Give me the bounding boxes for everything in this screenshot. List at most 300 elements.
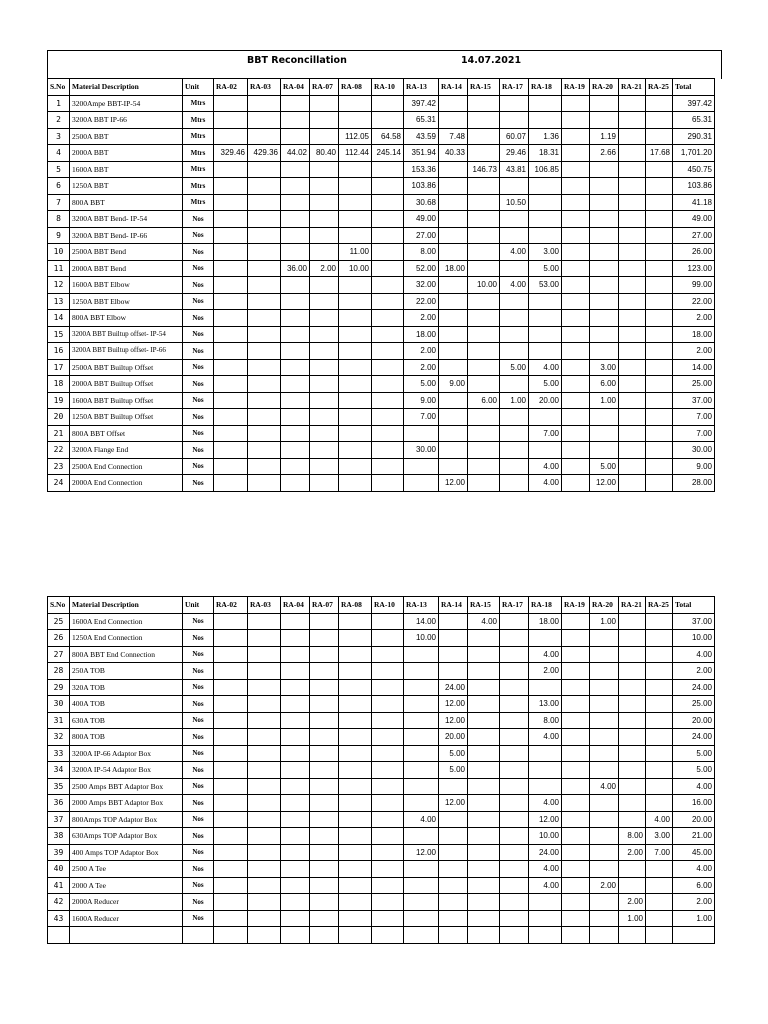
value-cell <box>372 927 404 944</box>
value-cell <box>500 613 529 630</box>
value-cell <box>500 696 529 713</box>
unit-cell: Nos <box>183 646 214 663</box>
value-cell <box>646 376 673 393</box>
value-cell <box>439 244 468 261</box>
value-cell <box>619 359 646 376</box>
value-cell <box>372 646 404 663</box>
serial-number-cell: 7 <box>48 194 70 211</box>
unit-cell: Nos <box>183 442 214 459</box>
value-cell <box>619 795 646 812</box>
reconciliation-table-2 <box>47 596 715 944</box>
value-cell <box>619 227 646 244</box>
value-cell <box>214 927 248 944</box>
value-cell <box>646 894 673 911</box>
table-row <box>48 811 715 828</box>
table-row <box>48 679 715 696</box>
value-cell: 8.00 <box>404 244 439 261</box>
value-cell <box>372 310 404 327</box>
table-row <box>48 194 715 211</box>
table-row <box>48 646 715 663</box>
value-cell <box>619 326 646 343</box>
value-cell <box>248 293 281 310</box>
total-cell: 1,701.20 <box>673 145 715 162</box>
value-cell <box>310 811 339 828</box>
value-cell: 7.00 <box>646 844 673 861</box>
value-cell: 27.00 <box>404 227 439 244</box>
value-cell <box>646 128 673 145</box>
value-cell <box>439 161 468 178</box>
material-description-cell: 800A BBT <box>70 194 183 211</box>
serial-number-cell: 5 <box>48 161 70 178</box>
serial-number-cell: 2 <box>48 112 70 129</box>
total-cell: 41.18 <box>673 194 715 211</box>
material-description-cell: 400A TOB <box>70 696 183 713</box>
value-cell <box>339 630 372 647</box>
value-cell <box>339 762 372 779</box>
value-cell <box>214 778 248 795</box>
table-row <box>48 442 715 459</box>
value-cell <box>281 409 310 426</box>
value-cell <box>339 392 372 409</box>
material-description-cell: 2000A End Connection <box>70 475 183 492</box>
value-cell <box>339 194 372 211</box>
value-cell <box>646 679 673 696</box>
value-cell <box>372 663 404 680</box>
table-row <box>48 161 715 178</box>
value-cell <box>372 828 404 845</box>
serial-number-cell: 30 <box>48 696 70 713</box>
value-cell <box>281 95 310 112</box>
column-header: RA-02 <box>214 79 248 96</box>
value-cell: 2.00 <box>619 844 646 861</box>
value-cell <box>468 194 500 211</box>
value-cell: 20.00 <box>529 392 562 409</box>
value-cell <box>214 194 248 211</box>
value-cell: 10.50 <box>500 194 529 211</box>
material-description-cell: 3200A IP-54 Adaptor Box <box>70 762 183 779</box>
unit-cell: Nos <box>183 844 214 861</box>
value-cell <box>281 927 310 944</box>
unit-cell: Nos <box>183 877 214 894</box>
value-cell <box>281 696 310 713</box>
value-cell: 9.00 <box>404 392 439 409</box>
column-header: RA-20 <box>590 597 619 614</box>
value-cell <box>646 646 673 663</box>
value-cell <box>562 613 590 630</box>
value-cell <box>339 663 372 680</box>
value-cell <box>214 310 248 327</box>
value-cell <box>214 630 248 647</box>
serial-number-cell: 12 <box>48 277 70 294</box>
value-cell <box>500 762 529 779</box>
value-cell <box>248 161 281 178</box>
value-cell <box>248 211 281 228</box>
total-cell: 25.00 <box>673 376 715 393</box>
value-cell <box>619 861 646 878</box>
value-cell <box>281 442 310 459</box>
total-cell: 18.00 <box>673 326 715 343</box>
material-description-cell: 3200A IP-66 Adaptor Box <box>70 745 183 762</box>
reconciliation-table-1 <box>47 78 715 492</box>
value-cell <box>372 861 404 878</box>
total-cell: 5.00 <box>673 745 715 762</box>
value-cell <box>248 376 281 393</box>
value-cell <box>590 679 619 696</box>
value-cell: 2.00 <box>404 310 439 327</box>
value-cell <box>339 310 372 327</box>
value-cell: 2.66 <box>590 145 619 162</box>
value-cell: 4.00 <box>500 244 529 261</box>
value-cell <box>590 293 619 310</box>
material-description-cell: 800A BBT Offset <box>70 425 183 442</box>
value-cell <box>372 227 404 244</box>
material-description-cell: 2000 Amps BBT Adaptor Box <box>70 795 183 812</box>
value-cell <box>619 310 646 327</box>
value-cell: 1.00 <box>500 392 529 409</box>
value-cell <box>339 679 372 696</box>
value-cell <box>468 211 500 228</box>
value-cell <box>339 778 372 795</box>
value-cell <box>590 112 619 129</box>
report-title: BBT Reconcillation <box>247 55 347 66</box>
unit-cell: Nos <box>183 811 214 828</box>
value-cell <box>562 745 590 762</box>
table-row <box>48 95 715 112</box>
value-cell <box>339 877 372 894</box>
total-cell: 28.00 <box>673 475 715 492</box>
material-description-cell: 3200A BBT Bend- IP-66 <box>70 227 183 244</box>
value-cell <box>248 729 281 746</box>
value-cell: 2.00 <box>404 343 439 360</box>
value-cell <box>439 910 468 927</box>
column-header: RA-02 <box>214 597 248 614</box>
value-cell <box>562 260 590 277</box>
value-cell <box>468 359 500 376</box>
value-cell <box>590 178 619 195</box>
column-header: RA-14 <box>439 79 468 96</box>
total-cell: 65.31 <box>673 112 715 129</box>
value-cell <box>619 293 646 310</box>
value-cell <box>310 712 339 729</box>
value-cell <box>619 762 646 779</box>
value-cell <box>372 877 404 894</box>
value-cell <box>310 745 339 762</box>
value-cell <box>248 178 281 195</box>
column-header: RA-17 <box>500 597 529 614</box>
serial-number-cell: 22 <box>48 442 70 459</box>
material-description-cell: 3200Ampe BBT-IP-54 <box>70 95 183 112</box>
value-cell <box>310 630 339 647</box>
total-cell: 290.31 <box>673 128 715 145</box>
value-cell <box>248 95 281 112</box>
value-cell <box>468 458 500 475</box>
value-cell <box>339 811 372 828</box>
value-cell <box>500 475 529 492</box>
value-cell <box>562 211 590 228</box>
value-cell <box>372 343 404 360</box>
value-cell <box>372 260 404 277</box>
value-cell: 429.36 <box>248 145 281 162</box>
value-cell <box>500 211 529 228</box>
serial-number-cell: 33 <box>48 745 70 762</box>
value-cell <box>562 646 590 663</box>
value-cell <box>439 293 468 310</box>
material-description-cell: 800A TOB <box>70 729 183 746</box>
value-cell <box>281 646 310 663</box>
table-row <box>48 425 715 442</box>
value-cell <box>339 326 372 343</box>
serial-number-cell: 35 <box>48 778 70 795</box>
unit-cell: Mtrs <box>183 112 214 129</box>
value-cell <box>646 458 673 475</box>
value-cell <box>281 828 310 845</box>
value-cell <box>562 844 590 861</box>
value-cell <box>248 646 281 663</box>
value-cell <box>248 310 281 327</box>
value-cell <box>310 95 339 112</box>
value-cell: 5.00 <box>439 762 468 779</box>
table-row <box>48 712 715 729</box>
value-cell <box>372 161 404 178</box>
unit-cell: Nos <box>183 762 214 779</box>
value-cell: 32.00 <box>404 277 439 294</box>
value-cell <box>619 679 646 696</box>
serial-number-cell: 43 <box>48 910 70 927</box>
value-cell <box>562 376 590 393</box>
value-cell <box>339 861 372 878</box>
value-cell <box>310 409 339 426</box>
serial-number-cell: 9 <box>48 227 70 244</box>
value-cell <box>439 877 468 894</box>
value-cell <box>439 442 468 459</box>
material-description-cell: 630A TOB <box>70 712 183 729</box>
value-cell <box>372 762 404 779</box>
table-row <box>48 844 715 861</box>
value-cell: 18.00 <box>404 326 439 343</box>
column-header: Total <box>673 597 715 614</box>
value-cell <box>214 244 248 261</box>
column-header: RA-04 <box>281 597 310 614</box>
serial-number-cell: 24 <box>48 475 70 492</box>
value-cell <box>468 646 500 663</box>
column-header: RA-07 <box>310 597 339 614</box>
value-cell <box>214 729 248 746</box>
value-cell <box>281 613 310 630</box>
value-cell: 4.00 <box>529 475 562 492</box>
value-cell <box>404 927 439 944</box>
value-cell <box>619 244 646 261</box>
value-cell: 112.05 <box>339 128 372 145</box>
value-cell <box>619 211 646 228</box>
value-cell <box>372 194 404 211</box>
value-cell: 2.00 <box>404 359 439 376</box>
value-cell <box>529 894 562 911</box>
unit-cell: Mtrs <box>183 194 214 211</box>
value-cell <box>339 894 372 911</box>
value-cell <box>500 795 529 812</box>
serial-number-cell <box>48 927 70 944</box>
unit-cell: Mtrs <box>183 145 214 162</box>
unit-cell: Nos <box>183 293 214 310</box>
value-cell <box>468 145 500 162</box>
value-cell <box>310 910 339 927</box>
value-cell <box>281 128 310 145</box>
value-cell <box>439 310 468 327</box>
value-cell <box>372 910 404 927</box>
value-cell <box>646 409 673 426</box>
unit-cell: Nos <box>183 310 214 327</box>
serial-number-cell: 1 <box>48 95 70 112</box>
serial-number-cell: 27 <box>48 646 70 663</box>
table-row <box>48 475 715 492</box>
value-cell: 8.00 <box>529 712 562 729</box>
value-cell <box>372 894 404 911</box>
value-cell <box>619 927 646 944</box>
value-cell <box>310 178 339 195</box>
material-description-cell: 2000A BBT <box>70 145 183 162</box>
value-cell <box>468 778 500 795</box>
value-cell: 4.00 <box>529 877 562 894</box>
serial-number-cell: 18 <box>48 376 70 393</box>
value-cell <box>248 894 281 911</box>
value-cell <box>281 861 310 878</box>
value-cell <box>590 442 619 459</box>
value-cell <box>562 877 590 894</box>
value-cell <box>468 828 500 845</box>
value-cell <box>562 112 590 129</box>
value-cell <box>562 161 590 178</box>
total-cell: 20.00 <box>673 811 715 828</box>
total-cell: 5.00 <box>673 762 715 779</box>
total-cell: 21.00 <box>673 828 715 845</box>
value-cell <box>372 458 404 475</box>
column-header: RA-07 <box>310 79 339 96</box>
value-cell <box>310 458 339 475</box>
value-cell <box>619 178 646 195</box>
value-cell <box>439 409 468 426</box>
total-cell: 1.00 <box>673 910 715 927</box>
value-cell <box>439 277 468 294</box>
value-cell <box>619 392 646 409</box>
value-cell <box>646 475 673 492</box>
value-cell <box>281 458 310 475</box>
value-cell: 30.68 <box>404 194 439 211</box>
value-cell <box>646 95 673 112</box>
value-cell <box>619 161 646 178</box>
value-cell <box>590 343 619 360</box>
value-cell <box>646 745 673 762</box>
value-cell <box>500 409 529 426</box>
column-header: RA-10 <box>372 597 404 614</box>
value-cell <box>404 425 439 442</box>
value-cell: 4.00 <box>529 729 562 746</box>
value-cell: 397.42 <box>404 95 439 112</box>
table-row <box>48 244 715 261</box>
value-cell <box>646 211 673 228</box>
value-cell <box>310 795 339 812</box>
value-cell: 14.00 <box>404 613 439 630</box>
value-cell <box>248 194 281 211</box>
value-cell: 1.36 <box>529 128 562 145</box>
value-cell <box>214 376 248 393</box>
value-cell <box>404 745 439 762</box>
value-cell <box>248 811 281 828</box>
unit-cell: Mtrs <box>183 178 214 195</box>
value-cell <box>372 442 404 459</box>
value-cell <box>310 112 339 129</box>
value-cell <box>339 227 372 244</box>
table-row <box>48 927 715 944</box>
material-description-cell: 2500A BBT Bend <box>70 244 183 261</box>
value-cell <box>619 811 646 828</box>
value-cell: 53.00 <box>529 277 562 294</box>
value-cell <box>590 712 619 729</box>
value-cell <box>214 861 248 878</box>
value-cell <box>248 795 281 812</box>
total-cell: 4.00 <box>673 646 715 663</box>
value-cell <box>404 910 439 927</box>
serial-number-cell: 34 <box>48 762 70 779</box>
material-description-cell: 2000A BBT Bend <box>70 260 183 277</box>
value-cell <box>468 927 500 944</box>
value-cell: 4.00 <box>646 811 673 828</box>
value-cell: 2.00 <box>590 877 619 894</box>
value-cell <box>372 811 404 828</box>
value-cell <box>248 679 281 696</box>
table-row <box>48 326 715 343</box>
value-cell <box>468 112 500 129</box>
value-cell <box>529 910 562 927</box>
value-cell: 153.36 <box>404 161 439 178</box>
value-cell <box>500 646 529 663</box>
value-cell <box>619 696 646 713</box>
value-cell: 2.00 <box>529 663 562 680</box>
value-cell <box>529 409 562 426</box>
material-description-cell: 1250A BBT Elbow <box>70 293 183 310</box>
table-row <box>48 877 715 894</box>
value-cell <box>468 712 500 729</box>
value-cell: 5.00 <box>439 745 468 762</box>
value-cell <box>214 745 248 762</box>
column-header: S.No <box>48 597 70 614</box>
value-cell <box>468 894 500 911</box>
value-cell <box>646 392 673 409</box>
value-cell <box>562 762 590 779</box>
serial-number-cell: 19 <box>48 392 70 409</box>
value-cell <box>281 425 310 442</box>
serial-number-cell: 39 <box>48 844 70 861</box>
value-cell <box>310 227 339 244</box>
value-cell <box>372 778 404 795</box>
value-cell <box>214 211 248 228</box>
value-cell <box>562 227 590 244</box>
serial-number-cell: 29 <box>48 679 70 696</box>
serial-number-cell: 38 <box>48 828 70 845</box>
value-cell <box>619 277 646 294</box>
unit-cell: Nos <box>183 326 214 343</box>
material-description-cell: 1250A BBT <box>70 178 183 195</box>
material-description-cell: 1600A BBT <box>70 161 183 178</box>
value-cell <box>372 112 404 129</box>
value-cell <box>404 696 439 713</box>
value-cell <box>214 646 248 663</box>
value-cell <box>529 745 562 762</box>
value-cell <box>281 475 310 492</box>
value-cell <box>310 894 339 911</box>
material-description-cell: 3200A BBT IP-66 <box>70 112 183 129</box>
value-cell <box>529 326 562 343</box>
value-cell: 43.81 <box>500 161 529 178</box>
